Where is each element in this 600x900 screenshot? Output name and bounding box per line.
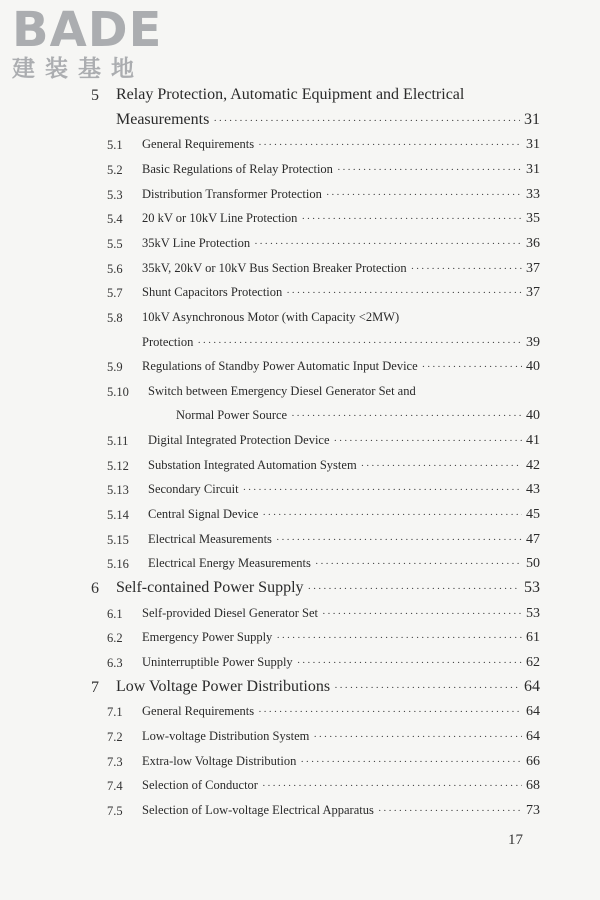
toc-entry-title: Protection [142,334,194,349]
dot-leader [361,460,522,472]
toc-entry-number: 5.2 [107,162,123,177]
dot-leader [334,435,522,447]
toc-entry-page: 45 [526,507,540,523]
toc-entry-page: 36 [526,235,540,251]
dot-leader [291,410,522,422]
dot-leader [276,632,522,644]
toc-entry-number: 5.6 [107,261,123,276]
dot-leader [315,558,522,570]
toc-entry-title: Emergency Power Supply [142,630,273,645]
toc-entry-title: Shunt Capacitors Protection [142,285,283,300]
toc-section-row[interactable] [0,456,600,478]
toc-entry-title: Regulations of Standby Power Automatic Input Device [142,359,418,374]
toc-entry-page: 35 [526,211,540,227]
toc-entry-title: Low-voltage Distribution System [142,728,310,743]
toc-section-row[interactable] [0,308,600,330]
toc-chapter-row[interactable] [0,579,600,601]
toc-entry-page: 53 [524,579,540,596]
toc-entry-title: 35kV Line Protection [142,235,251,250]
toc-chapter-row[interactable] [0,111,600,133]
toc-entry-title: Uninterruptible Power Supply [142,654,293,669]
toc-entry-number: 5.15 [107,532,129,547]
toc-entry-title: 10kV Asynchronous Motor (with Capacity <2MW) [142,309,400,324]
toc-entry-page: 42 [526,457,540,473]
toc-entry-page: 31 [524,110,540,128]
toc-entry-number: 7.2 [107,729,123,744]
toc-entry-title: Extra-low Voltage Distribution [142,753,297,768]
dot-leader [254,238,522,250]
toc-entry-title: Substation Integrated Automation System [148,457,357,472]
toc-entry-number: 5.10 [107,384,129,399]
toc-entry-page: 31 [526,161,540,177]
dot-leader [262,509,522,521]
toc-section-row[interactable] [0,776,600,798]
toc-entry-title: Self-contained Power Supply [116,579,304,596]
toc-entry-title: Electrical Energy Measurements [148,556,311,571]
toc-entry-number: 5.4 [107,212,123,227]
toc-entry-page: 64 [526,704,540,720]
toc-entry-title: General Requirements [142,704,255,719]
dot-leader [297,657,522,669]
dot-leader [197,337,522,349]
toc-entry-page: 64 [526,728,540,744]
toc-entry-page: 37 [526,260,540,276]
toc-entry-number: 5.14 [107,508,129,523]
toc-entry-number: 6.1 [107,606,123,621]
toc-entry-title: Secondary Circuit [148,482,239,497]
toc-entry-title: Normal Power Source [176,408,288,423]
toc-section-row[interactable] [0,209,600,231]
page-number: 17 [508,832,523,848]
toc-section-row[interactable] [0,406,600,428]
toc-entry-number: 5.9 [107,360,123,375]
toc-entry-number: 6.2 [107,631,123,646]
toc-chapter-row[interactable] [0,678,600,700]
dot-leader [258,139,522,151]
toc-section-row[interactable] [0,727,600,749]
toc-entry-number: 7.1 [107,705,123,720]
toc-entry-page: 64 [524,677,540,695]
toc-entry-number: 7 [91,678,99,696]
watermark-logo [12,2,163,82]
watermark-cjk: 建装基地 [12,56,144,82]
toc-section-row[interactable] [0,702,600,724]
toc-entry-page: 47 [526,531,540,547]
toc-entry-title: Selection of Conductor [142,778,258,793]
toc-entry-title: Digital Integrated Protection Device [148,433,330,448]
toc-entry-page: 61 [526,630,540,646]
toc-entry-page: 40 [526,408,540,424]
toc-entry-page: 40 [526,359,540,375]
toc-entry-number: 5.11 [107,434,129,449]
toc-entry-number: 5 [91,87,99,104]
toc-entry-page: 62 [526,654,540,670]
toc-entry-title: Central Signal Device [148,507,259,522]
dot-leader [334,682,520,694]
dot-leader [262,780,522,792]
toc-entry-number: 5.12 [107,458,129,473]
toc-section-row[interactable] [0,604,600,626]
toc-section-row[interactable] [0,801,600,823]
toc-entry-title: 35kV, 20kV or 10kV Bus Section Breaker Protection [142,260,407,275]
toc-entry-page: 66 [526,753,540,769]
toc-section-row[interactable] [0,283,600,305]
toc-entry-title: Selection of Low-voltage Electrical Apparatus [142,802,374,817]
dot-leader [337,164,522,176]
toc-section-row[interactable] [0,234,600,256]
dot-leader [411,263,522,275]
toc-entry-title: Low Voltage Power Distributions [116,677,331,695]
toc-section-row[interactable] [0,752,600,774]
toc-entry-title: Self-provided Diesel Generator Set [142,605,318,620]
toc-entry-title: General Requirements [142,137,255,152]
toc-entry-number: 5.5 [107,236,123,251]
toc-entry-page: 53 [526,605,540,621]
toc-entry-title: Basic Regulations of Relay Protection [142,161,333,176]
toc-section-row[interactable] [0,259,600,281]
toc-chapter-row[interactable] [0,86,600,108]
toc-entry-number: 7.3 [107,754,123,769]
toc-section-row[interactable] [0,382,600,404]
toc-entry-page: 43 [526,482,540,498]
toc-entry-page: 68 [526,778,540,794]
toc-entry-number: 5.7 [107,286,123,301]
toc-entry-number: 5.13 [107,483,129,498]
toc-entry-number: 6 [91,580,99,597]
toc-section-row[interactable] [0,530,600,552]
toc-section-row[interactable] [0,185,600,207]
toc-entry-title: Measurements [116,110,210,128]
dot-leader [422,361,522,373]
toc-section-row[interactable] [0,554,600,576]
toc-section-row[interactable] [0,431,600,453]
toc-section-row[interactable] [0,653,600,675]
toc-section-row[interactable] [0,333,600,355]
toc-section-row[interactable] [0,628,600,650]
toc-entry-title: Electrical Measurements [148,531,272,546]
watermark-latin: BADE [12,2,163,58]
dot-leader [286,287,522,299]
dot-leader [213,115,520,127]
dot-leader [243,484,522,496]
toc-entry-title: Switch between Emergency Diesel Generator Set and [148,383,416,398]
toc-entry-page: 41 [526,433,540,449]
toc-section-row[interactable] [0,160,600,182]
toc-entry-number: 7.4 [107,779,123,794]
toc-entry-number: 5.8 [107,310,123,325]
dot-leader [313,731,522,743]
toc-entry-page: 33 [526,186,540,202]
toc-entry-title: Distribution Transformer Protection [142,186,322,201]
toc-entry-page: 31 [526,137,540,153]
dot-leader [378,805,522,817]
toc-entry-number: 6.3 [107,655,123,670]
toc-section-row[interactable] [0,357,600,379]
toc-section-row[interactable] [0,480,600,502]
toc-entry-title: 20 kV or 10kV Line Protection [142,211,298,226]
toc-entry-page: 39 [526,334,540,350]
dot-leader [276,534,522,546]
dot-leader [300,756,522,768]
toc-entry-number: 5.3 [107,187,123,202]
dot-leader [326,189,522,201]
toc-entry-number: 5.16 [107,557,129,572]
dot-leader [301,213,522,225]
dot-leader [308,583,520,595]
toc-entry-page: 50 [526,556,540,572]
dot-leader [322,608,522,620]
toc-entry-title: Relay Protection, Automatic Equipment and Electrical [116,86,465,103]
toc-entry-number: 7.5 [107,803,123,818]
toc-section-row[interactable] [0,135,600,157]
dot-leader [258,706,522,718]
toc-entry-page: 73 [526,802,540,818]
toc-entry-page: 37 [526,285,540,301]
toc-entry-number: 5.1 [107,138,123,153]
toc-section-row[interactable] [0,505,600,527]
